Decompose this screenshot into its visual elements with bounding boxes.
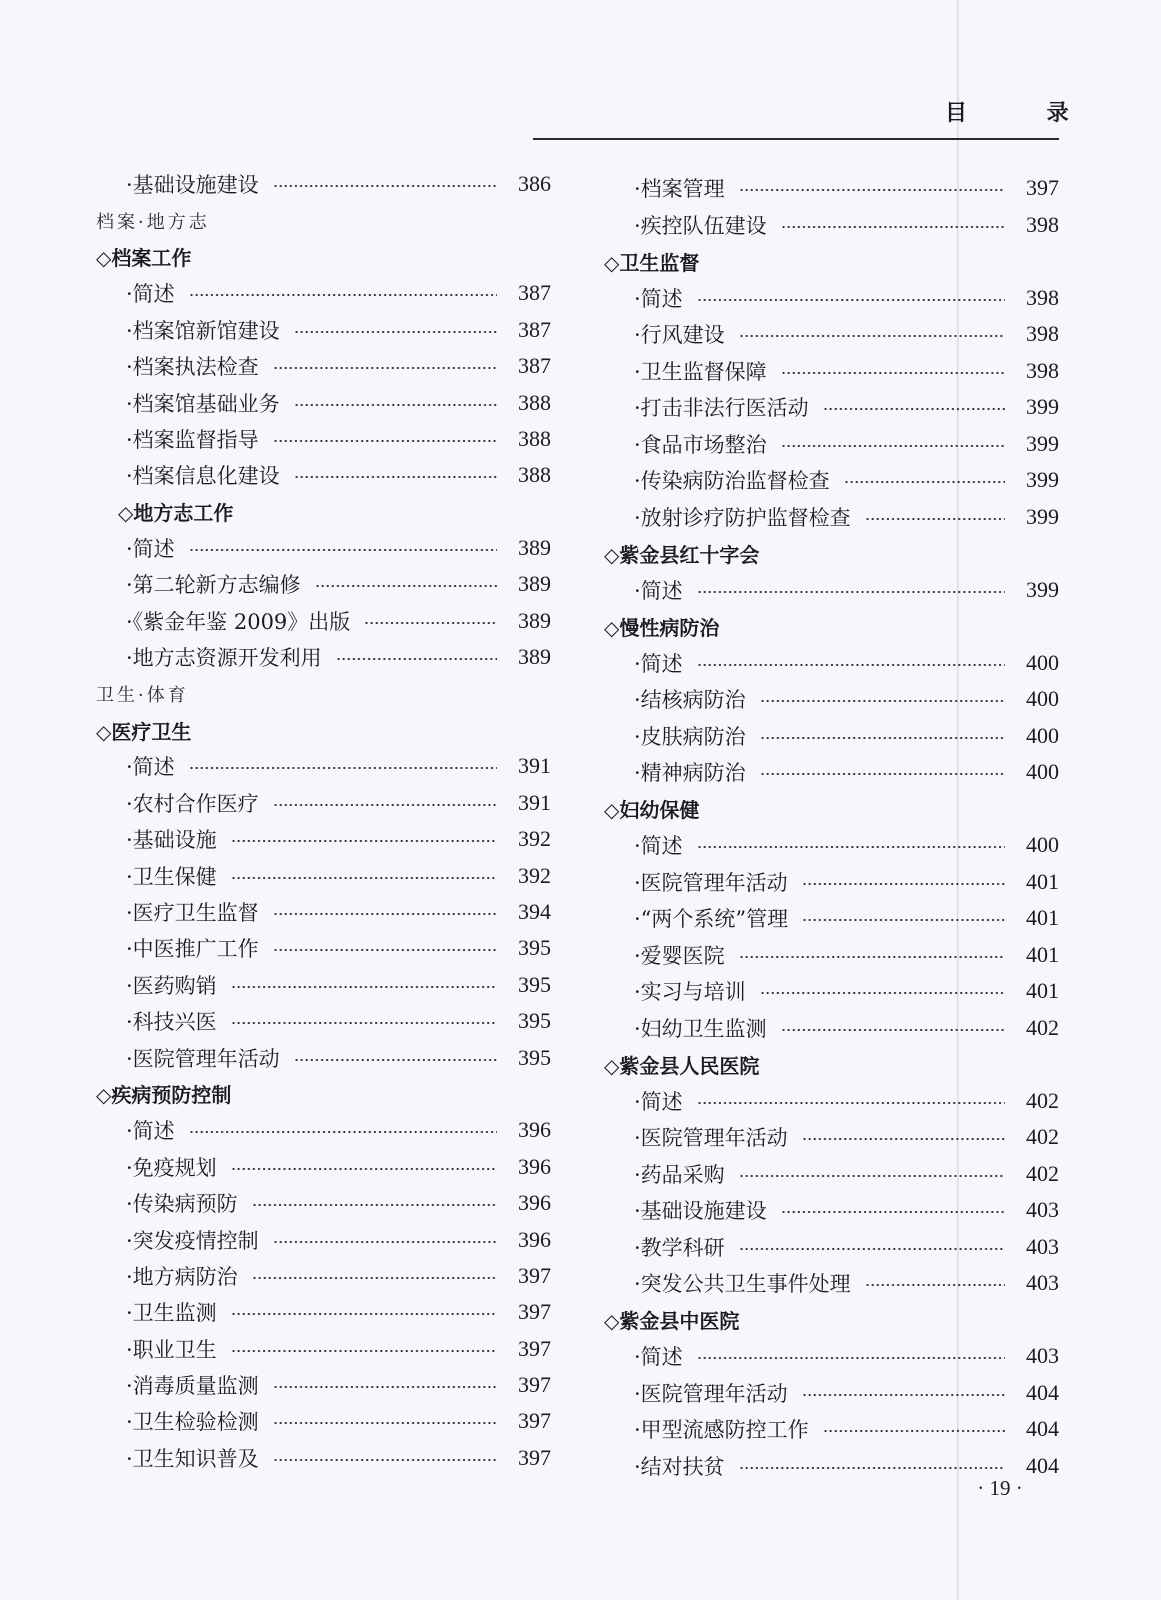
toc-entry-label: ·卫生保健 bbox=[126, 864, 217, 889]
toc-entry-page-number: 398 bbox=[1026, 321, 1059, 347]
dot-leader bbox=[823, 1430, 1005, 1432]
toc-entry-label: ·卫生监督保障 bbox=[634, 359, 767, 384]
toc-entry[interactable] bbox=[96, 967, 551, 1003]
dot-leader bbox=[760, 992, 1005, 994]
toc-entry-page-number: 398 bbox=[1026, 284, 1059, 310]
toc-entry-page-number: 402 bbox=[1026, 1087, 1059, 1113]
dot-leader bbox=[252, 1277, 497, 1279]
toc-entry-page-number: 397 bbox=[518, 1299, 551, 1325]
toc-entry-label: ·消毒质量监测 bbox=[126, 1374, 259, 1399]
toc-entry[interactable] bbox=[604, 462, 1059, 499]
toc-entry-page-number: 399 bbox=[1026, 430, 1059, 456]
toc-entry-label: ·简述 bbox=[126, 537, 175, 562]
dot-leader bbox=[273, 440, 497, 442]
toc-entry[interactable] bbox=[96, 639, 551, 675]
dot-leader bbox=[739, 956, 1005, 958]
toc-entry-label: ·简述 bbox=[634, 286, 683, 311]
toc-entry-label: ·中医推广工作 bbox=[126, 937, 259, 962]
toc-entry[interactable] bbox=[604, 937, 1059, 974]
toc-entry-page-number: 392 bbox=[518, 826, 551, 852]
toc-entry-label: ·免疫规划 bbox=[126, 1155, 217, 1180]
page-number: · 19 · bbox=[977, 1476, 1023, 1500]
toc-entry-label: ·简述 bbox=[634, 651, 683, 676]
toc-category-heading: 档案·地方志 bbox=[96, 211, 210, 233]
toc-entry[interactable] bbox=[604, 1083, 1059, 1120]
dot-leader bbox=[231, 877, 497, 879]
toc-entry-page-number: 388 bbox=[518, 425, 551, 451]
toc-entry[interactable] bbox=[604, 1338, 1059, 1375]
toc-entry[interactable] bbox=[604, 1156, 1059, 1193]
toc-entry-label: ·简述 bbox=[126, 755, 175, 780]
toc-entry-label: ·卫生监测 bbox=[126, 1301, 217, 1326]
toc-entry-label: ·职业卫生 bbox=[126, 1337, 217, 1362]
dot-leader bbox=[739, 335, 1005, 337]
toc-entry-page-number: 395 bbox=[518, 1044, 551, 1070]
toc-entry-page-number: 397 bbox=[1026, 175, 1059, 201]
toc-entry-label: ·妇幼卫生监测 bbox=[634, 1016, 767, 1041]
dot-leader bbox=[273, 949, 497, 951]
toc-entry[interactable] bbox=[96, 312, 551, 348]
dot-leader bbox=[739, 1248, 1005, 1250]
dot-leader bbox=[697, 846, 1005, 848]
dot-leader bbox=[315, 585, 497, 587]
toc-entry-label: ·医药购销 bbox=[126, 973, 217, 998]
toc-entry-page-number: 394 bbox=[518, 899, 551, 924]
toc-entry[interactable] bbox=[96, 1149, 551, 1185]
toc-section-heading: ◇妇幼保健 bbox=[604, 798, 700, 823]
toc-entry[interactable] bbox=[96, 457, 551, 493]
toc-entry-label: ·《紫金年鉴 2009》出版 bbox=[126, 609, 351, 634]
toc-entry-label: ·档案信息化建设 bbox=[126, 464, 280, 489]
toc-entry[interactable] bbox=[96, 275, 551, 311]
dot-leader bbox=[802, 919, 1005, 921]
dot-leader bbox=[273, 913, 497, 915]
toc-entry[interactable] bbox=[96, 348, 551, 384]
toc-entry[interactable] bbox=[604, 681, 1059, 718]
toc-section-heading: ◇医疗卫生 bbox=[96, 719, 192, 744]
dot-leader bbox=[364, 622, 497, 624]
toc-entry-label: ·放射诊疗防护监督检查 bbox=[634, 505, 851, 530]
toc-entry-page-number: 401 bbox=[1026, 941, 1059, 967]
toc-entry[interactable] bbox=[604, 718, 1059, 755]
dot-leader bbox=[739, 189, 1005, 191]
toc-entry[interactable] bbox=[604, 1265, 1059, 1302]
dot-leader bbox=[189, 549, 497, 551]
toc-section-heading: ◇紫金县人民医院 bbox=[604, 1053, 760, 1078]
toc-entry-label: ·食品市场整治 bbox=[634, 432, 767, 457]
toc-entry[interactable] bbox=[604, 1119, 1059, 1156]
toc-entry-label: ·档案馆新馆建设 bbox=[126, 318, 280, 343]
toc-entry[interactable] bbox=[604, 645, 1059, 682]
toc-entry-page-number: 399 bbox=[1026, 503, 1059, 529]
toc-entry-page-number: 403 bbox=[1026, 1343, 1059, 1369]
toc-entry-label: ·“两个系统”管理 bbox=[634, 907, 789, 932]
toc-entry-label: ·地方志资源开发利用 bbox=[126, 646, 322, 671]
dot-leader bbox=[231, 986, 497, 988]
dot-leader bbox=[273, 185, 497, 187]
toc-entry-label: ·简述 bbox=[126, 282, 175, 307]
toc-entry-page-number: 402 bbox=[1026, 1014, 1059, 1040]
toc-entry[interactable] bbox=[96, 785, 551, 821]
toc-entry-page-number: 398 bbox=[1026, 211, 1059, 237]
toc-entry-page-number: 404 bbox=[1026, 1416, 1059, 1442]
toc-entry[interactable] bbox=[96, 1331, 551, 1367]
toc-entry[interactable] bbox=[96, 1112, 551, 1148]
toc-entry[interactable] bbox=[96, 821, 551, 857]
toc-entry[interactable] bbox=[604, 353, 1059, 390]
toc-entry[interactable] bbox=[604, 1411, 1059, 1448]
toc-entry[interactable] bbox=[96, 748, 551, 784]
toc-entry-page-number: 387 bbox=[518, 280, 551, 306]
dot-leader bbox=[781, 1211, 1005, 1213]
dot-leader bbox=[294, 1059, 497, 1061]
toc-entry[interactable] bbox=[604, 170, 1059, 207]
toc-entry-page-number: 396 bbox=[518, 1117, 551, 1143]
toc-entry-label: ·医院管理年活动 bbox=[634, 870, 788, 895]
toc-entry-label: ·甲型流感防控工作 bbox=[634, 1418, 809, 1443]
dot-leader bbox=[189, 294, 497, 296]
toc-entry-label: ·档案执法检查 bbox=[126, 355, 259, 380]
toc-left-column bbox=[96, 166, 551, 1476]
toc-entry-page-number: 396 bbox=[518, 1153, 551, 1179]
toc-entry[interactable] bbox=[96, 1367, 551, 1403]
toc-entry-page-number: 395 bbox=[518, 1008, 551, 1034]
toc-entry[interactable] bbox=[96, 1039, 551, 1075]
toc-entry-page-number: 391 bbox=[518, 789, 551, 815]
toc-entry[interactable] bbox=[604, 973, 1059, 1010]
dot-leader bbox=[781, 226, 1005, 228]
dot-leader bbox=[844, 481, 1005, 483]
toc-entry-page-number: 400 bbox=[1026, 649, 1059, 675]
toc-entry[interactable] bbox=[96, 930, 551, 966]
toc-entry-page-number: 398 bbox=[1026, 357, 1059, 383]
toc-entry-page-number: 388 bbox=[518, 389, 551, 415]
toc-section-heading: ◇疾病预防控制 bbox=[96, 1083, 232, 1108]
dot-leader bbox=[781, 1029, 1005, 1031]
dot-leader bbox=[697, 1357, 1005, 1359]
toc-entry-label: ·传染病防治监督检查 bbox=[634, 469, 830, 494]
dot-leader bbox=[273, 804, 497, 806]
dot-leader bbox=[189, 1131, 497, 1133]
toc-entry[interactable] bbox=[604, 426, 1059, 463]
toc-entry-page-number: 392 bbox=[518, 862, 551, 888]
toc-entry-label: ·档案监督指导 bbox=[126, 427, 259, 452]
dot-leader bbox=[697, 299, 1005, 301]
toc-entry-label: ·结对扶贫 bbox=[634, 1454, 725, 1479]
toc-entry-label: ·结核病防治 bbox=[634, 688, 746, 713]
toc-entry-page-number: 400 bbox=[1026, 759, 1059, 785]
toc-entry-page-number: 400 bbox=[1026, 832, 1059, 858]
toc-entry-label: ·行风建设 bbox=[634, 323, 725, 348]
toc-entry[interactable] bbox=[96, 1258, 551, 1294]
toc-entry-page-number: 386 bbox=[518, 171, 551, 197]
toc-entry-label: ·实习与培训 bbox=[634, 980, 746, 1005]
toc-entry-label: ·卫生知识普及 bbox=[126, 1446, 259, 1471]
dot-leader bbox=[865, 1284, 1005, 1286]
toc-entry-page-number: 397 bbox=[518, 1372, 551, 1398]
dot-leader bbox=[273, 1386, 497, 1388]
toc-entry-label: ·基础设施建设 bbox=[634, 1199, 767, 1224]
toc-entry-page-number: 391 bbox=[518, 753, 551, 779]
toc-entry-label: ·医院管理年活动 bbox=[634, 1126, 788, 1151]
dot-leader bbox=[697, 591, 1005, 593]
toc-entry[interactable] bbox=[604, 1229, 1059, 1266]
toc-entry[interactable] bbox=[604, 1375, 1059, 1412]
toc-section-heading: ◇卫生监督 bbox=[604, 250, 700, 275]
toc-entry[interactable] bbox=[604, 754, 1059, 791]
toc-entry-page-number: 400 bbox=[1026, 722, 1059, 748]
dot-leader bbox=[294, 331, 497, 333]
dot-leader bbox=[252, 1204, 497, 1206]
toc-entry-page-number: 389 bbox=[518, 607, 551, 633]
toc-entry-page-number: 389 bbox=[518, 535, 551, 561]
dot-leader bbox=[273, 367, 497, 369]
toc-entry-label: ·简述 bbox=[634, 834, 683, 859]
toc-entry-page-number: 396 bbox=[518, 1226, 551, 1252]
dot-leader bbox=[231, 1022, 497, 1024]
dot-leader bbox=[802, 883, 1005, 885]
toc-entry[interactable] bbox=[96, 1294, 551, 1330]
toc-entry[interactable] bbox=[96, 857, 551, 893]
dot-leader bbox=[273, 1459, 497, 1461]
toc-entry[interactable] bbox=[604, 900, 1059, 937]
toc-entry-label: ·皮肤病防治 bbox=[634, 724, 746, 749]
toc-entry-label: ·爱婴医院 bbox=[634, 943, 725, 968]
toc-entry-label: ·基础设施建设 bbox=[126, 173, 259, 198]
dot-leader bbox=[781, 372, 1005, 374]
toc-entry-page-number: 397 bbox=[518, 1444, 551, 1470]
toc-entry-label: ·科技兴医 bbox=[126, 1010, 217, 1035]
toc-entry-label: ·卫生检验检测 bbox=[126, 1410, 259, 1435]
dot-leader bbox=[273, 1241, 497, 1243]
dot-leader bbox=[294, 404, 497, 406]
dot-leader bbox=[697, 1102, 1005, 1104]
dot-leader bbox=[336, 658, 497, 660]
toc-entry-page-number: 404 bbox=[1026, 1379, 1059, 1405]
toc-entry-label: ·医院管理年活动 bbox=[634, 1381, 788, 1406]
toc-section-heading: ◇紫金县中医院 bbox=[604, 1309, 740, 1334]
toc-entry-label: ·简述 bbox=[126, 1119, 175, 1144]
toc-entry-page-number: 403 bbox=[1026, 1270, 1059, 1296]
toc-category-heading: 卫生·体育 bbox=[96, 684, 189, 706]
toc-entry-page-number: 401 bbox=[1026, 978, 1059, 1004]
toc-entry-label: ·档案管理 bbox=[634, 177, 725, 202]
toc-entry[interactable] bbox=[96, 384, 551, 420]
toc-section-heading: ◇地方志工作 bbox=[118, 501, 234, 526]
dot-leader bbox=[189, 767, 497, 769]
toc-entry-label: ·打击非法行医活动 bbox=[634, 396, 809, 421]
toc-entry[interactable] bbox=[604, 280, 1059, 317]
toc-entry[interactable] bbox=[96, 530, 551, 566]
toc-entry-page-number: 397 bbox=[518, 1262, 551, 1288]
dot-leader bbox=[739, 1175, 1005, 1177]
toc-entry-page-number: 389 bbox=[518, 571, 551, 597]
toc-entry-page-number: 402 bbox=[1026, 1124, 1059, 1150]
toc-entry-page-number: 387 bbox=[518, 316, 551, 342]
toc-entry-label: ·地方病防治 bbox=[126, 1264, 238, 1289]
toc-entry-page-number: 387 bbox=[518, 353, 551, 379]
dot-leader bbox=[802, 1138, 1005, 1140]
dot-leader bbox=[760, 700, 1005, 702]
toc-entry[interactable] bbox=[604, 389, 1059, 426]
toc-entry-label: ·简述 bbox=[634, 578, 683, 603]
toc-entry-page-number: 389 bbox=[518, 644, 551, 670]
toc-entry-label: ·医疗卫生监督 bbox=[126, 901, 259, 925]
toc-entry[interactable] bbox=[96, 603, 551, 639]
toc-entry[interactable] bbox=[604, 572, 1059, 609]
toc-entry-page-number: 395 bbox=[518, 935, 551, 961]
toc-entry-page-number: 400 bbox=[1026, 686, 1059, 712]
toc-entry[interactable] bbox=[604, 1010, 1059, 1047]
toc-entry-label: ·基础设施 bbox=[126, 828, 217, 853]
toc-entry-label: ·农村合作医疗 bbox=[126, 791, 259, 816]
toc-section-heading: ◇档案工作 bbox=[96, 246, 192, 271]
toc-section-heading: ◇紫金县红十字会 bbox=[604, 542, 760, 567]
dot-leader bbox=[781, 445, 1005, 447]
toc-entry[interactable] bbox=[604, 316, 1059, 353]
toc-entry-page-number: 399 bbox=[1026, 467, 1059, 493]
toc-entry-page-number: 397 bbox=[518, 1335, 551, 1361]
toc-entry-page-number: 403 bbox=[1026, 1233, 1059, 1259]
toc-entry[interactable] bbox=[604, 1192, 1059, 1229]
toc-entry[interactable] bbox=[96, 166, 551, 202]
dot-leader bbox=[760, 737, 1005, 739]
dot-leader bbox=[802, 1394, 1005, 1396]
toc-entry-label: ·简述 bbox=[634, 1089, 683, 1114]
toc-entry-label: ·药品采购 bbox=[634, 1162, 725, 1187]
toc-entry-label: ·精神病防治 bbox=[634, 761, 746, 786]
header-rule bbox=[533, 138, 1059, 140]
toc-entry-label: ·医院管理年活动 bbox=[126, 1046, 280, 1071]
toc-entry-page-number: 402 bbox=[1026, 1160, 1059, 1186]
toc-entry[interactable] bbox=[96, 1185, 551, 1221]
toc-entry-label: ·疾控队伍建设 bbox=[634, 213, 767, 238]
dot-leader bbox=[231, 1168, 497, 1170]
toc-entry-label: ·档案馆基础业务 bbox=[126, 391, 280, 416]
toc-entry[interactable] bbox=[96, 1003, 551, 1039]
toc-entry[interactable] bbox=[96, 894, 551, 930]
toc-entry-page-number: 395 bbox=[518, 971, 551, 997]
page-header-title: 目 录 bbox=[945, 101, 1105, 126]
toc-entry-page-number: 399 bbox=[1026, 394, 1059, 420]
toc-entry[interactable] bbox=[604, 499, 1059, 536]
toc-entry[interactable] bbox=[604, 827, 1059, 864]
dot-leader bbox=[739, 1467, 1005, 1469]
toc-entry-page-number: 403 bbox=[1026, 1197, 1059, 1223]
toc-entry[interactable] bbox=[96, 1440, 551, 1476]
dot-leader bbox=[697, 664, 1005, 666]
dot-leader bbox=[231, 1350, 497, 1352]
toc-entry[interactable] bbox=[96, 566, 551, 602]
toc-entry[interactable] bbox=[604, 207, 1059, 244]
toc-entry-page-number: 399 bbox=[1026, 576, 1059, 602]
toc-entry-label: ·教学科研 bbox=[634, 1235, 725, 1260]
dot-leader bbox=[231, 1313, 497, 1315]
toc-section-heading: ◇慢性病防治 bbox=[604, 615, 720, 640]
toc-entry[interactable] bbox=[96, 1221, 551, 1257]
toc-entry-page-number: 397 bbox=[518, 1408, 551, 1434]
dot-leader bbox=[823, 408, 1005, 410]
toc-entry-page-number: 401 bbox=[1026, 905, 1059, 931]
toc-entry-label: ·突发疫情控制 bbox=[126, 1228, 259, 1253]
toc-entry[interactable] bbox=[96, 1403, 551, 1439]
dot-leader bbox=[760, 773, 1005, 775]
toc-entry-label: ·突发公共卫生事件处理 bbox=[634, 1272, 851, 1297]
toc-entry-page-number: 404 bbox=[1026, 1452, 1059, 1478]
toc-entry[interactable] bbox=[604, 864, 1059, 901]
toc-entry-label: ·传染病预防 bbox=[126, 1192, 238, 1217]
toc-entry[interactable] bbox=[96, 421, 551, 457]
toc-entry-label: ·简述 bbox=[634, 1345, 683, 1370]
dot-leader bbox=[294, 476, 497, 478]
dot-leader bbox=[865, 518, 1005, 520]
toc-entry-label: ·第二轮新方志编修 bbox=[126, 573, 301, 598]
toc-entry-page-number: 401 bbox=[1026, 868, 1059, 894]
toc-entry-page-number: 388 bbox=[518, 462, 551, 488]
toc-entry-page-number: 396 bbox=[518, 1190, 551, 1216]
toc-right-column bbox=[604, 170, 1059, 1484]
dot-leader bbox=[231, 840, 497, 842]
dot-leader bbox=[273, 1422, 497, 1424]
